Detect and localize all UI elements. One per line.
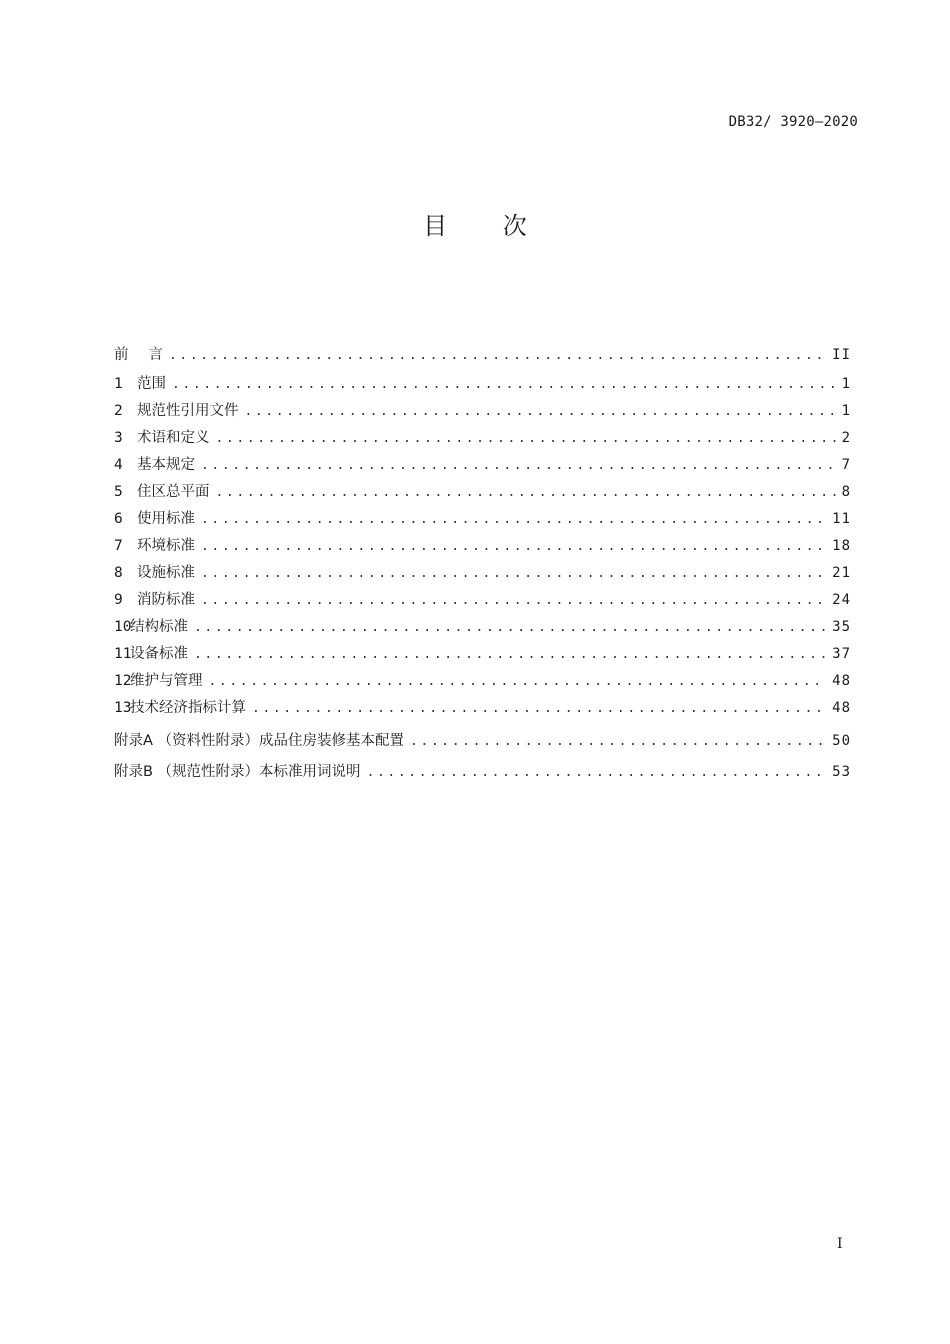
toc-entry-label: 设施标准 bbox=[137, 565, 195, 581]
toc-entry-number: 6 bbox=[114, 511, 123, 527]
toc-entry-7[interactable] bbox=[114, 533, 851, 560]
toc-foreword-char-1: 前 bbox=[114, 347, 129, 363]
toc-entry-2[interactable] bbox=[114, 398, 851, 425]
toc-entry-label bbox=[114, 340, 163, 371]
toc-entry-foreword[interactable] bbox=[114, 340, 851, 371]
toc-entry-label: 消防标准 bbox=[137, 592, 195, 608]
toc-entry-12[interactable] bbox=[114, 668, 851, 695]
toc-entry-number: 9 bbox=[114, 592, 123, 608]
toc-entry-8[interactable] bbox=[114, 560, 851, 587]
toc-page-number: II bbox=[832, 347, 851, 363]
table-of-contents bbox=[114, 340, 851, 788]
toc-page-number: 48 bbox=[832, 700, 851, 716]
toc-entry-number: 5 bbox=[114, 484, 123, 500]
toc-entry-label: 住区总平面 bbox=[137, 484, 210, 500]
toc-leader-dots bbox=[209, 668, 827, 695]
toc-leader-dots bbox=[201, 452, 836, 479]
toc-entry-3[interactable] bbox=[114, 425, 851, 452]
toc-page-number: 8 bbox=[841, 484, 851, 500]
toc-entry-4[interactable] bbox=[114, 452, 851, 479]
toc-page-number: 21 bbox=[832, 565, 851, 581]
toc-page-number: 11 bbox=[832, 511, 851, 527]
toc-leader-dots bbox=[169, 340, 826, 371]
toc-page-number: 1 bbox=[841, 376, 851, 392]
toc-entry-6[interactable] bbox=[114, 506, 851, 533]
toc-leader-dots bbox=[410, 726, 826, 757]
toc-leader-dots bbox=[201, 587, 826, 614]
toc-entry-label: 设备标准 bbox=[130, 646, 188, 662]
toc-entry-label: 规范性引用文件 bbox=[137, 403, 239, 419]
toc-page-number: 37 bbox=[832, 646, 851, 662]
toc-page-number: 24 bbox=[832, 592, 851, 608]
toc-page-number: 7 bbox=[841, 457, 851, 473]
toc-entry-number: 8 bbox=[114, 565, 123, 581]
toc-page-number: 48 bbox=[832, 673, 851, 689]
toc-entry-label: 维护与管理 bbox=[130, 673, 203, 689]
toc-entry-number: 7 bbox=[114, 538, 123, 554]
toc-page-number: 35 bbox=[832, 619, 851, 635]
document-code: DB32/ 3920—2020 bbox=[728, 114, 858, 130]
toc-leader-dots bbox=[367, 757, 827, 788]
toc-entry-appendix-a[interactable] bbox=[114, 726, 851, 757]
toc-entry-label: 术语和定义 bbox=[137, 430, 210, 446]
toc-leader-dots bbox=[201, 533, 826, 560]
toc-entry-number: 2 bbox=[114, 403, 123, 419]
toc-entry-10[interactable] bbox=[114, 614, 851, 641]
toc-entry-label: 基本规定 bbox=[137, 457, 195, 473]
toc-leader-dots bbox=[201, 560, 826, 587]
toc-leader-dots bbox=[172, 371, 836, 398]
toc-entry-number: 1 bbox=[114, 376, 123, 392]
toc-entry-number: 3 bbox=[114, 430, 123, 446]
toc-entry-label: 技术经济指标计算 bbox=[130, 700, 246, 716]
toc-entry-number: 13 bbox=[114, 700, 132, 716]
toc-page-number: 53 bbox=[832, 764, 851, 780]
toc-leader-dots bbox=[216, 425, 836, 452]
toc-page-number: 18 bbox=[832, 538, 851, 554]
toc-entry-5[interactable] bbox=[114, 479, 851, 506]
toc-entry-appendix-b[interactable] bbox=[114, 757, 851, 788]
toc-entry-label: 使用标准 bbox=[137, 511, 195, 527]
toc-entry-11[interactable] bbox=[114, 641, 851, 668]
toc-entry-number: 11 bbox=[114, 646, 132, 662]
toc-entry-13[interactable] bbox=[114, 695, 851, 722]
toc-entry-number: 4 bbox=[114, 457, 123, 473]
toc-entry-label: 附录B （规范性附录）本标准用词说明 bbox=[114, 764, 361, 780]
toc-entry-number: 12 bbox=[114, 673, 132, 689]
toc-entry-label: 附录A （资料性附录）成品住房装修基本配置 bbox=[114, 733, 405, 749]
footer-page-number: I bbox=[837, 1236, 843, 1252]
toc-leader-dots bbox=[252, 695, 826, 722]
toc-entry-label: 结构标准 bbox=[130, 619, 188, 635]
toc-page-number: 50 bbox=[832, 733, 851, 749]
toc-leader-dots bbox=[194, 641, 826, 668]
toc-page-number: 2 bbox=[841, 430, 851, 446]
toc-entry-9[interactable] bbox=[114, 587, 851, 614]
toc-leader-dots bbox=[201, 506, 826, 533]
toc-leader-dots bbox=[216, 479, 836, 506]
toc-entry-number: 10 bbox=[114, 619, 132, 635]
toc-leader-dots bbox=[245, 398, 836, 425]
toc-entry-label: 范围 bbox=[137, 376, 166, 392]
toc-page-number: 1 bbox=[841, 403, 851, 419]
toc-leader-dots bbox=[194, 614, 826, 641]
toc-entry-1[interactable] bbox=[114, 371, 851, 398]
page-title: 目 次 bbox=[423, 212, 551, 240]
toc-foreword-char-2: 言 bbox=[148, 347, 163, 363]
toc-entry-label: 环境标准 bbox=[137, 538, 195, 554]
